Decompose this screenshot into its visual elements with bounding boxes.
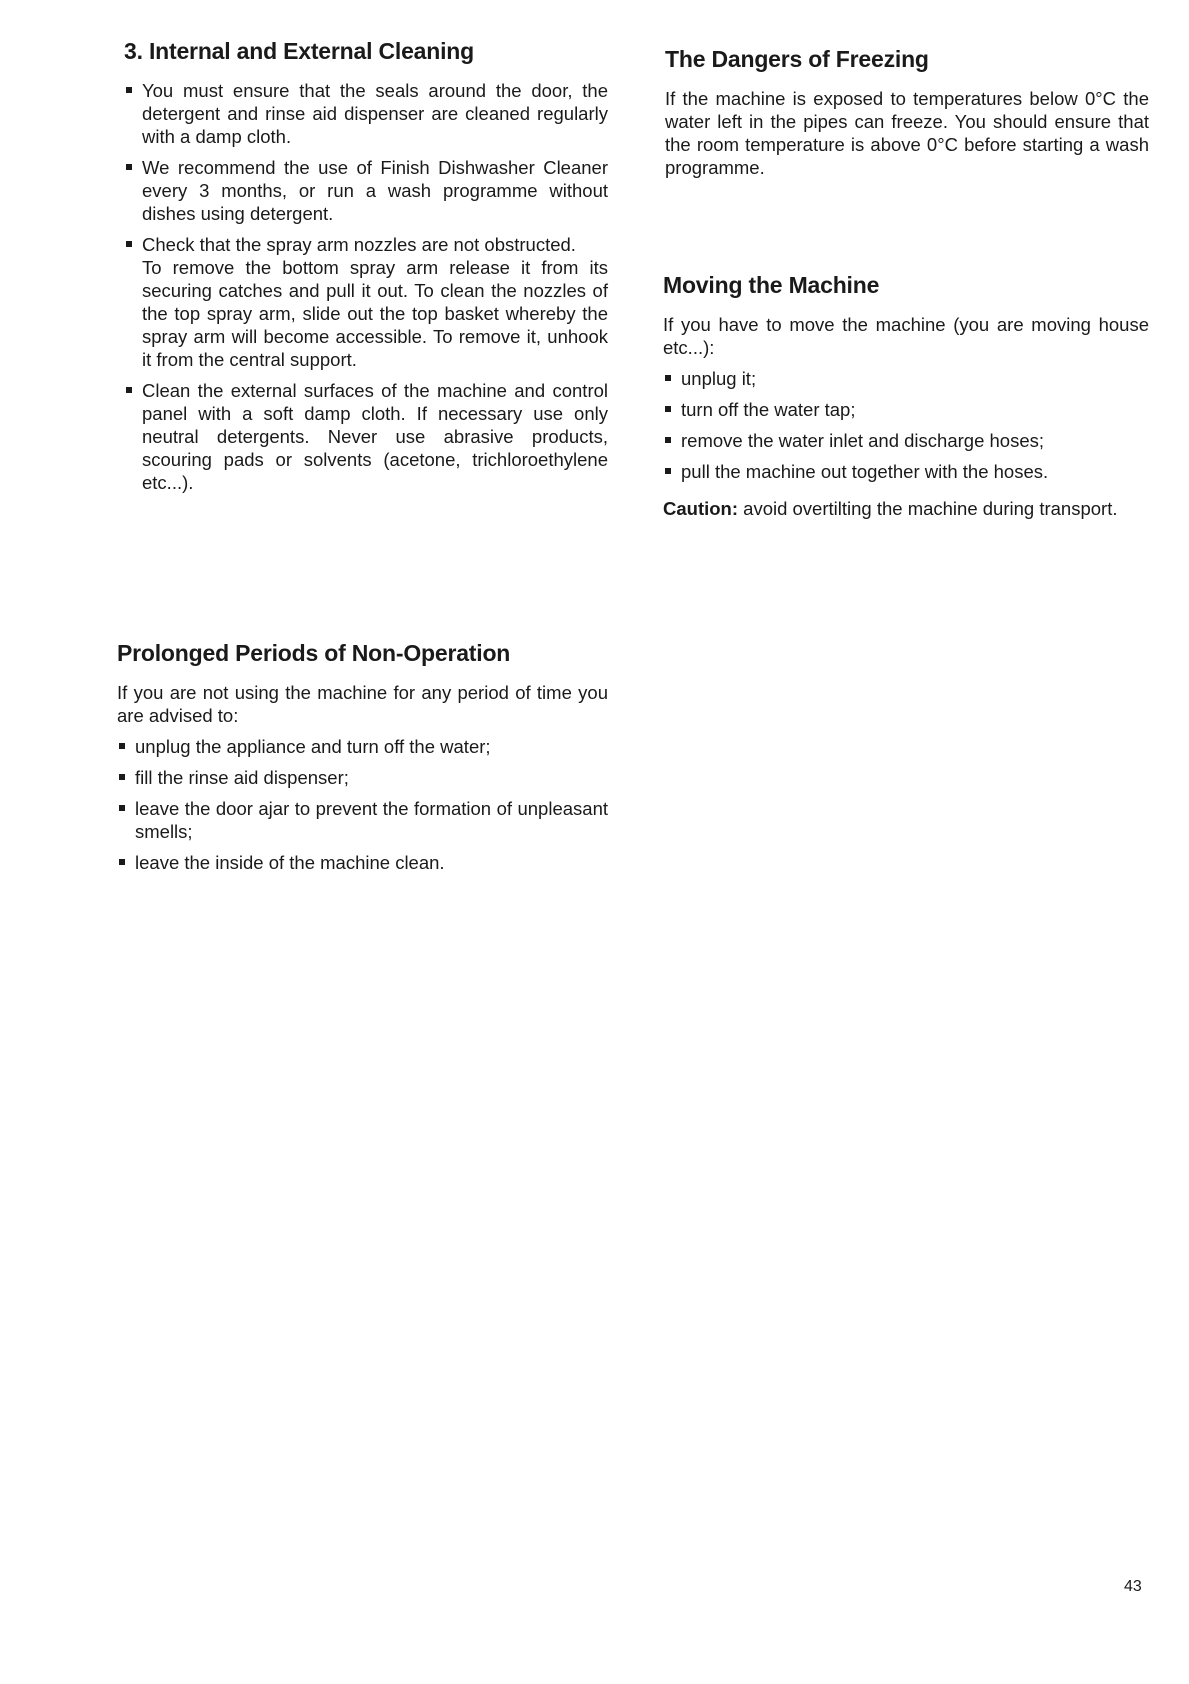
section-freezing (665, 46, 1149, 179)
section-non-operation (117, 640, 608, 882)
moving-intro: If you have to move the machine (you are moving house etc...): (663, 314, 1149, 358)
freezing-text: If the machine is exposed to temperatures below 0°C the water left in the pipes can freeze. You should ensure that the room temperature is above 0°C before starting a wash programme. (665, 88, 1149, 178)
page-number: 43 (1124, 1578, 1142, 1595)
list-item (124, 233, 608, 371)
section-title-freezing: The Dangers of Freezing (665, 46, 929, 72)
cleaning-list (124, 79, 608, 494)
list-item: Clean the external surfaces of the machine and control panel with a soft damp cloth. If necessary use only neutral detergents. Never use abrasive products, scouring pads or solvents (acetone, trichloroethylene etc...). (124, 379, 608, 494)
caution-label: Caution: (663, 498, 739, 519)
section-title-moving: Moving the Machine (663, 272, 880, 298)
section-title-cleaning: 3. Internal and External Cleaning (124, 38, 474, 64)
spray-arm-note: To remove the bottom spray arm release it from its securing catches and pull it out. To clean the nozzles of the top spray arm, slide out the top basket whereby the spray arm will become accessible. To remove it, unhook it from the central support. (142, 257, 608, 370)
section-cleaning (124, 38, 608, 502)
caution-text: avoid overtilting the machine during transport. (743, 498, 1118, 519)
list-item: You must ensure that the seals around the door, the detergent and rinse aid dispenser are cleaned regularly with a damp cloth. (124, 79, 608, 148)
caution-note (663, 497, 1149, 520)
list-item: turn off the water tap; (663, 398, 1149, 421)
section-moving (663, 272, 1149, 520)
section-title-non-operation: Prolonged Periods of Non-Operation (117, 640, 511, 666)
moving-list (663, 367, 1149, 483)
list-item: unplug it; (663, 367, 1149, 390)
list-item: unplug the appliance and turn off the water; (117, 735, 608, 758)
list-item: We recommend the use of Finish Dishwasher Cleaner every 3 months, or run a wash programme without dishes using detergent. (124, 156, 608, 225)
list-item: leave the inside of the machine clean. (117, 851, 608, 874)
list-item: fill the rinse aid dispenser; (117, 766, 608, 789)
non-operation-intro: If you are not using the machine for any period of time you are advised to: (117, 682, 608, 726)
list-item: pull the machine out together with the hoses. (663, 460, 1149, 483)
list-item: leave the door ajar to prevent the formation of unpleasant smells; (117, 797, 608, 843)
non-operation-list (117, 735, 608, 874)
spray-arm-check: Check that the spray arm nozzles are not obstructed. (142, 234, 576, 255)
list-item: remove the water inlet and discharge hoses; (663, 429, 1149, 452)
